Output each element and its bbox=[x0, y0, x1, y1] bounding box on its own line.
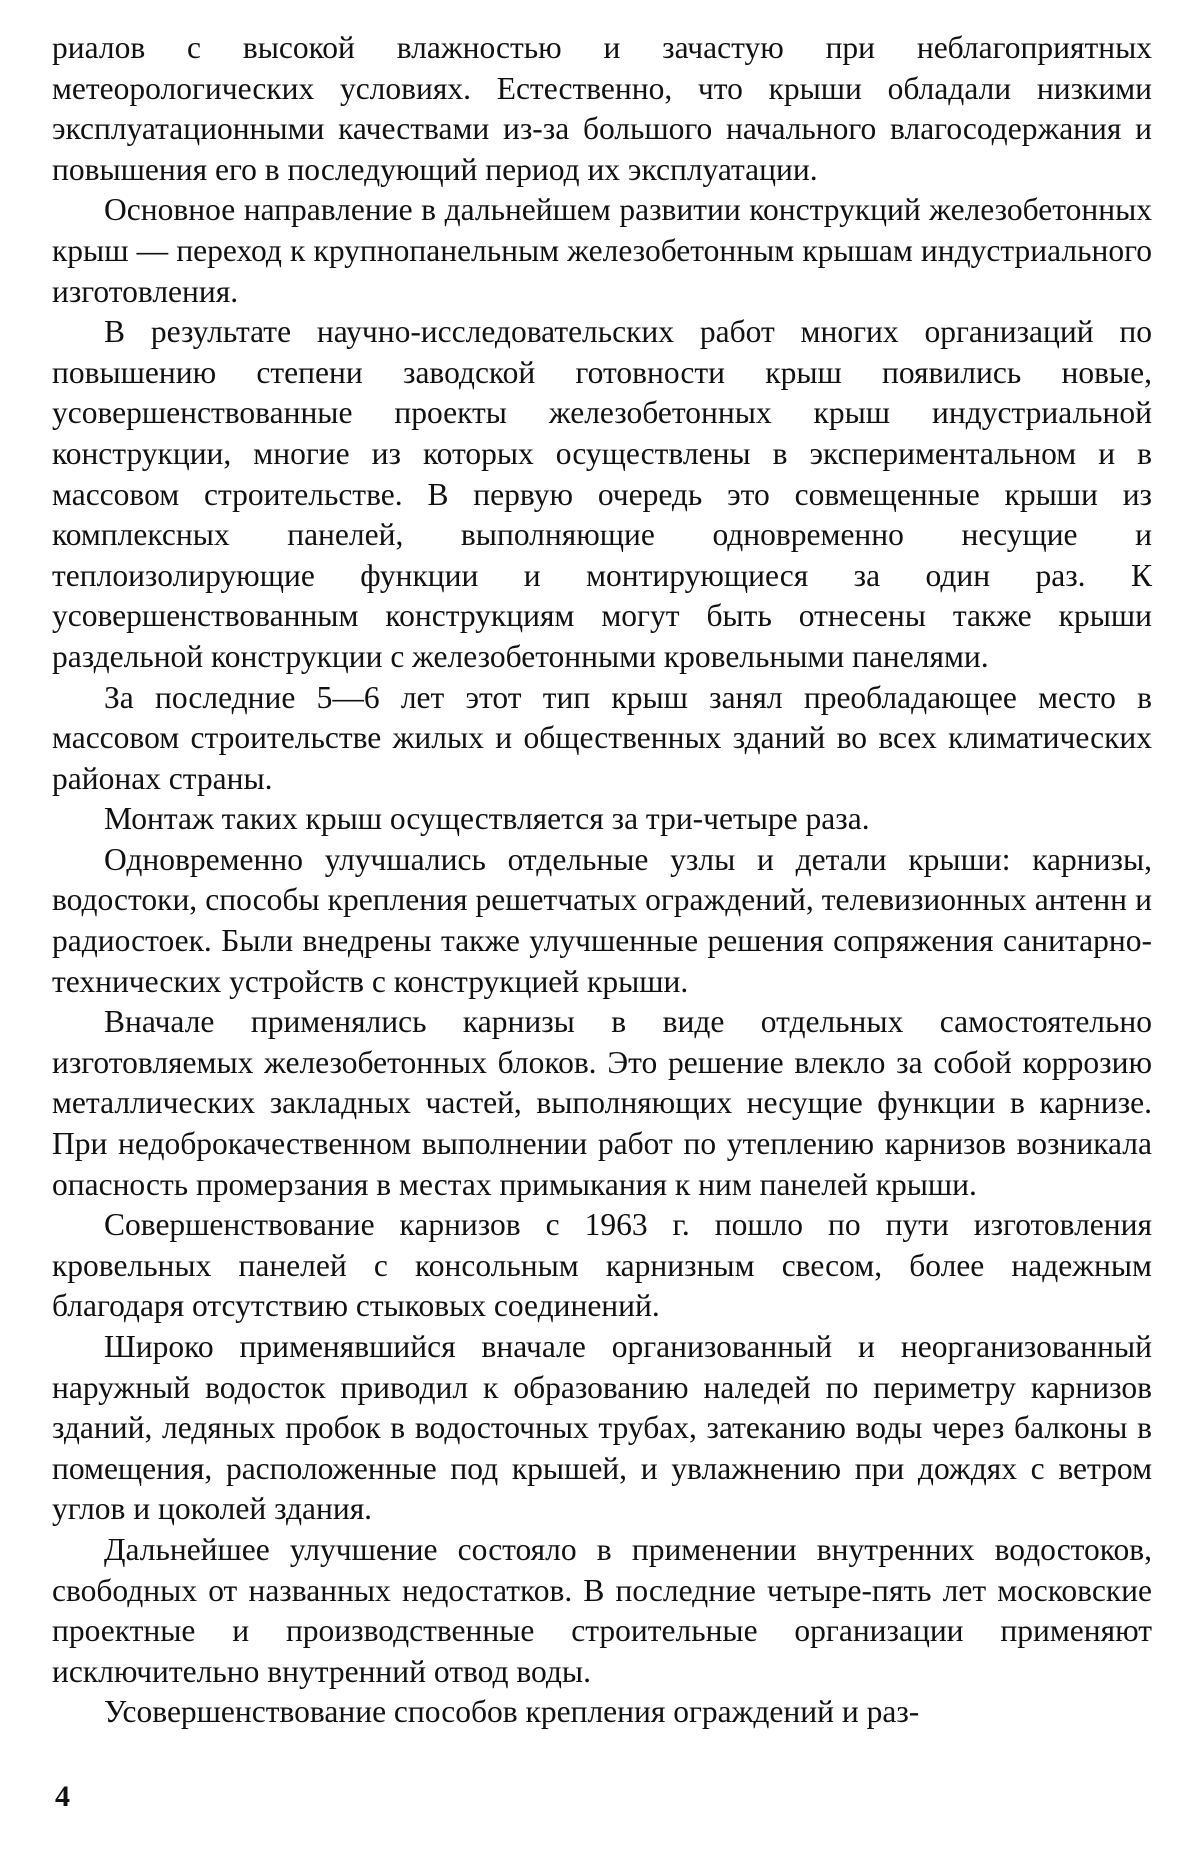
paragraph-3: В результате научно-исследовательских работ многих организаций по повышению степени заводской готовности крыш появились новые, усовершенствованные проекты железобетонных крыш индустриальной конструкции, многие из которых осуществлены в экспериментальном и в массовом строительстве. В первую очередь это совмещенные крыши из комплексных панелей, выполняющие одновременно несущие и теплоизолирующие функции и монтирующиеся за один раз. К усовершенствованным конструкциям могут быть отнесены также крыши раздельной конструкции с железобетонными кровельными панелями. bbox=[52, 314, 1152, 674]
paragraph-6: Одновременно улучшались отдельные узлы и детали крыши: карнизы, водостоки, способы крепления решетчатых ограждений, телевизионных антенн и радиостоек. Были внедрены также улучшенные решения сопряжения санитарно-технических устройств с конструкцией крыши. bbox=[52, 841, 1152, 999]
paragraph-8: Совершенствование карнизов с 1963 г. пошло по пути изготовления кровельных панелей с консольным карнизным свесом, более надежным благодаря отсутствию стыковых соединений. bbox=[52, 1207, 1152, 1324]
paragraph-1: риалов с высокой влажностью и зачастую при неблагоприятных метеорологических условиях. Естественно, что крыши обладали низкими эксплуатационными качествами из-за большого начального влагосодержания и повышения его в последующий период их эксплуатации. bbox=[52, 30, 1152, 187]
paragraph-4: За последние 5—6 лет этот тип крыш занял преобладающее место в массовом строительстве жилых и общественных зданий во всех климатических районах страны. bbox=[52, 679, 1152, 796]
paragraph-9: Широко применявшийся вначале организованный и неорганизованный наружный водосток приводил к образованию наледей по периметру карнизов зданий, ледяных пробок в водосточных трубах, затеканию воды через балконы в помещения, расположенные под крышей, и увлажнению при дождях с ветром углов и цоколей здания. bbox=[52, 1329, 1152, 1527]
paragraph-2: Основное направление в дальнейшем развитии конструкций железобетонных крыш — переход к крупнопанельным железобетонным крышам индустриального изготовления. bbox=[52, 192, 1152, 309]
page-number: 4 bbox=[55, 1780, 70, 1813]
page-body bbox=[52, 28, 1152, 1733]
paragraph-5: Монтаж таких крыш осуществляется за три-четыре раза. bbox=[104, 801, 870, 837]
paragraph-7: Вначале применялись карнизы в виде отдельных самостоятельно изготовляемых железобетонных блоков. Это решение влекло за собой коррозию металлических закладных частей, выполняющих несущие функции в карнизе. При недоброкачественном выполнении работ по утеплению карнизов возникала опасность промерзания в местах примыкания к ним панелей крыши. bbox=[52, 1004, 1152, 1202]
paragraph-11: Усовершенствование способов крепления ограждений и раз- bbox=[104, 1694, 920, 1730]
paragraph-10: Дальнейшее улучшение состояло в применении внутренних водостоков, свободных от названных недостатков. В последние четыре-пять лет московские проектные и производственные строительные организации применяют исключительно внутренний отвод воды. bbox=[52, 1531, 1152, 1689]
